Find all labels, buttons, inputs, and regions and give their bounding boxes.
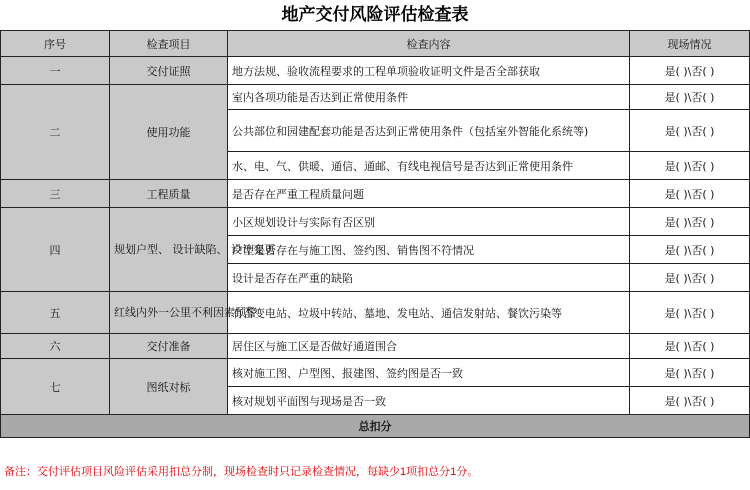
- row-content[interactable]: 是否存在严重工程质量问题: [228, 180, 630, 208]
- row-content[interactable]: 水、电、气、供暖、通信、通邮、有线电视信号是否达到正常使用条件: [228, 152, 630, 180]
- table-row: [1, 359, 750, 387]
- row-item[interactable]: 使用功能: [110, 85, 228, 180]
- row-content[interactable]: 核对施工图、户型图、报建图、签约图是否一致: [228, 359, 630, 387]
- header-row: [1, 31, 750, 57]
- sheet-title: 地产交付风险评估检查表: [0, 0, 750, 31]
- row-content[interactable]: 地方法规、验收流程要求的工程单项验收证明文件是否全部获取: [228, 57, 630, 85]
- row-no[interactable]: 一: [1, 57, 110, 85]
- row-content[interactable]: 室内各项功能是否达到正常使用条件: [228, 85, 630, 110]
- total-label[interactable]: 总扣分: [1, 415, 750, 438]
- row-status[interactable]: 是( )\否( ): [630, 292, 750, 334]
- row-content[interactable]: 核对规划平面图与现场是否一致: [228, 387, 630, 415]
- footnote: 备注：交付评估项目风险评估采用扣总分制，现场检查时只记录检查情况，每缺少1项扣总分1分。: [4, 466, 479, 478]
- row-content[interactable]: 居住区与施工区是否做好通道围合: [228, 334, 630, 359]
- header-content: 检查内容: [228, 31, 630, 57]
- row-content[interactable]: 公共部位和园建配套功能是否达到正常使用条件（包括室外智能化系统等): [228, 110, 630, 152]
- row-no[interactable]: 三: [1, 180, 110, 208]
- checklist-table: [0, 30, 750, 438]
- row-no[interactable]: 五: [1, 292, 110, 334]
- row-status[interactable]: 是( )\否( ): [630, 180, 750, 208]
- table-row: [1, 180, 750, 208]
- header-status: 现场情况: [630, 31, 750, 57]
- row-status[interactable]: 是( )\否( ): [630, 264, 750, 292]
- row-item[interactable]: 红线内外一公里不利因素预警: [110, 292, 228, 334]
- header-no: 序号: [1, 31, 110, 57]
- row-item[interactable]: 工程质量: [110, 180, 228, 208]
- table-row: [1, 57, 750, 85]
- row-status[interactable]: 是( )\否( ): [630, 110, 750, 152]
- row-content[interactable]: 小区规划设计与实际有否区别: [228, 208, 630, 236]
- row-status[interactable]: 是( )\否( ): [630, 334, 750, 359]
- total-row: [1, 415, 750, 438]
- row-content[interactable]: 户型是否存在与施工图、签约图、销售图不符情况: [228, 236, 630, 264]
- row-no[interactable]: 七: [1, 359, 110, 415]
- row-status[interactable]: 是( )\否( ): [630, 85, 750, 110]
- row-item[interactable]: 图纸对标: [110, 359, 228, 415]
- header-item: 检查项目: [110, 31, 228, 57]
- row-item[interactable]: 交付证照: [110, 57, 228, 85]
- row-status[interactable]: 是( )\否( ): [630, 208, 750, 236]
- row-item[interactable]: 规划户型、 设计缺陷、 设计变更: [110, 208, 228, 292]
- table-row: [1, 292, 750, 334]
- row-status[interactable]: 是( )\否( ): [630, 57, 750, 85]
- row-no[interactable]: 六: [1, 334, 110, 359]
- table-row: [1, 208, 750, 236]
- row-status[interactable]: 是( )\否( ): [630, 387, 750, 415]
- table-row: [1, 85, 750, 110]
- row-no[interactable]: 四: [1, 208, 110, 292]
- row-status[interactable]: 是( )\否( ): [630, 359, 750, 387]
- table-row: [1, 334, 750, 359]
- row-content[interactable]: 设计是否存在严重的缺陷: [228, 264, 630, 292]
- row-content[interactable]: 有否变电站、垃圾中转站、墓地、发电站、通信发射站、餐饮污染等: [228, 292, 630, 334]
- row-status[interactable]: 是( )\否( ): [630, 236, 750, 264]
- row-item[interactable]: 交付准备: [110, 334, 228, 359]
- row-no[interactable]: 二: [1, 85, 110, 180]
- row-status[interactable]: 是( )\否( ): [630, 152, 750, 180]
